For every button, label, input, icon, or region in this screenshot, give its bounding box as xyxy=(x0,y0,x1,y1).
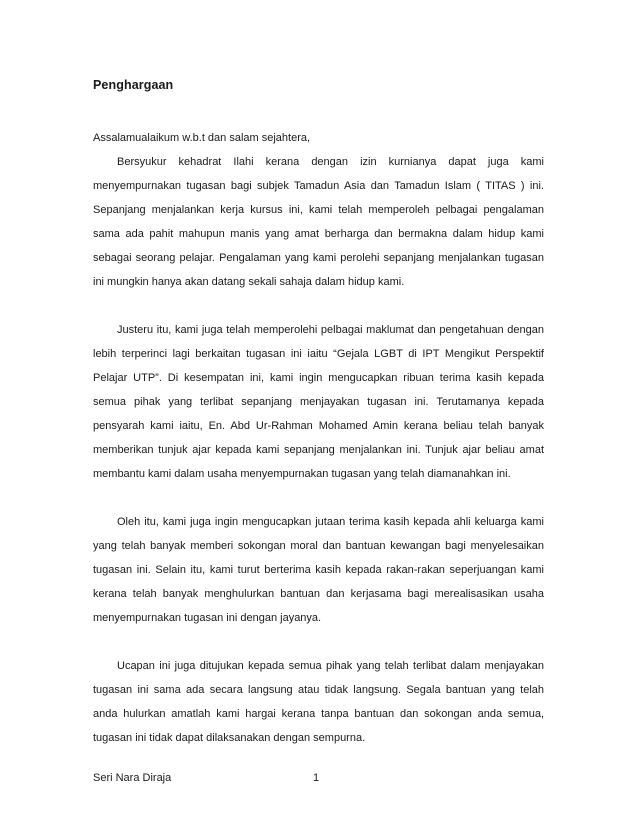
page-title: Penghargaan xyxy=(93,78,174,92)
document-body xyxy=(93,126,544,750)
footer-author: Seri Nara Diraja xyxy=(93,772,172,784)
paragraph-1: Bersyukur kehadrat Ilahi kerana dengan izin kurnianya dapat juga kami menyempurnakan tugasan bagi subjek Tamadun Asia dan Tamadun Islam ( TITAS ) ini. Sepanjang menjalankan kerja kursus ini, kami telah memperoleh pelbagai pengalaman sama ada pahit mahupun manis yang amat berharga dan bermakna dalam hidup kami sebagai seorang pelajar. Pengalaman yang kami perolehi sepanjang menjalankan tugasan ini mungkin hanya akan datang sekali sahaja dalam hidup kami. xyxy=(93,156,544,288)
paragraph-3: Oleh itu, kami juga ingin mengucapkan jutaan terima kasih kepada ahli keluarga kami yang telah banyak memberi sokongan moral dan bantuan kewangan bagi menyelesaikan tugasan ini. Selain itu, kami turut berterima kasih kepada rakan-rakan seperjuangan kami kerana telah banyak menghulurkan bantuan dan kerjasama bagi merealisasikan usaha menyempurnakan tugasan ini dengan jayanya. xyxy=(93,516,544,624)
salutation: Assalamualaikum w.b.t dan salam sejahtera, xyxy=(93,132,311,144)
paragraph-4: Ucapan ini juga ditujukan kepada semua pihak yang telah terlibat dalam menjayakan tugasan ini sama ada secara langsung atau tidak langsung. Segala bantuan yang telah anda hulurkan amatlah kami hargai kerana tanpa bantuan dan sokongan anda semua, tugasan ini tidak dapat dilaksanakan dengan sempurna. xyxy=(93,660,544,744)
footer-page-number: 1 xyxy=(313,772,320,784)
paragraph-2: Justeru itu, kami juga telah memperolehi pelbagai maklumat dan pengetahuan dengan lebih terperinci lagi berkaitan tugasan ini iaitu “Gejala LGBT di IPT Mengikut Perspektif Pelajar UTP”. Di kesempatan ini, kami ingin mengucapkan ribuan terima kasih kepada semua pihak yang terlibat sepanjang menjayakan tugasan ini. Terutamanya kepada pensyarah kami iaitu, En. Abd Ur-Rahman Mohamed Amin kerana beliau telah banyak memberikan tunjuk ajar kepada kami sepanjang menjalankan ini. Tunjuk ajar beliau amat membantu kami dalam usaha menyempurnakan tugasan yang telah diamanahkan ini. xyxy=(93,324,544,480)
